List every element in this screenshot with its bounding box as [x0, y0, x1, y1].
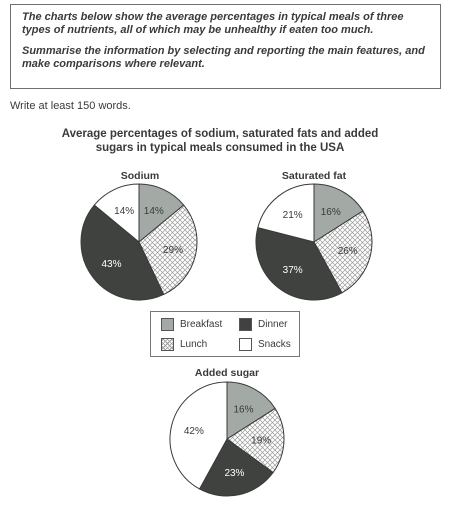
- pie-data-label-snacks: 21%: [282, 210, 303, 222]
- legend-swatch-snacks: [239, 338, 252, 351]
- pie-data-label-lunch: 19%: [251, 435, 272, 447]
- pie-data-label-breakfast: 16%: [320, 207, 341, 219]
- pie-title-saturated-fat: Saturated fat: [281, 170, 347, 182]
- pie-data-label-dinner: 23%: [224, 467, 245, 479]
- legend-item-breakfast: [161, 318, 222, 331]
- pie-data-label-dinner: 43%: [101, 258, 122, 270]
- pie-data-label-snacks: 42%: [183, 425, 204, 437]
- legend-label-lunch: Lunch: [180, 339, 208, 350]
- pie-title-added-sugar: Added sugar: [194, 367, 260, 379]
- pie-data-label-dinner: 37%: [282, 264, 303, 276]
- legend-swatch-dinner: [239, 318, 252, 331]
- figure-title: Average percentages of sodium, saturated fats and added sugars in typical meals consumed in the USA: [61, 128, 379, 154]
- task-prompt: The charts below show the average percentages in typical meals of three types of nutrients, all of which may be unhealthy if eaten too much.: [22, 11, 404, 36]
- pie-data-label-lunch: 29%: [162, 245, 183, 257]
- legend-item-lunch: [161, 338, 207, 351]
- legend: [150, 311, 300, 357]
- pie-data-label-snacks: 14%: [114, 206, 135, 218]
- pie-data-label-breakfast: 16%: [233, 404, 254, 416]
- legend-swatch-breakfast: [161, 318, 174, 331]
- legend-label-dinner: Dinner: [258, 319, 288, 330]
- legend-swatch-lunch: [161, 338, 174, 351]
- word-count-note: Write at least 150 words.: [10, 100, 131, 112]
- pie-title-sodium: Sodium: [120, 170, 160, 182]
- legend-item-dinner: [239, 318, 287, 331]
- pie-data-label-breakfast: 14%: [143, 206, 164, 218]
- legend-label-snacks: Snacks: [258, 339, 291, 350]
- task-instruction: Summarise the information by selecting and reporting the main features, and make comparisons where relevant.: [22, 45, 425, 70]
- pie-data-label-lunch: 26%: [337, 246, 358, 258]
- legend-item-snacks: [239, 338, 291, 351]
- legend-label-breakfast: Breakfast: [180, 319, 223, 330]
